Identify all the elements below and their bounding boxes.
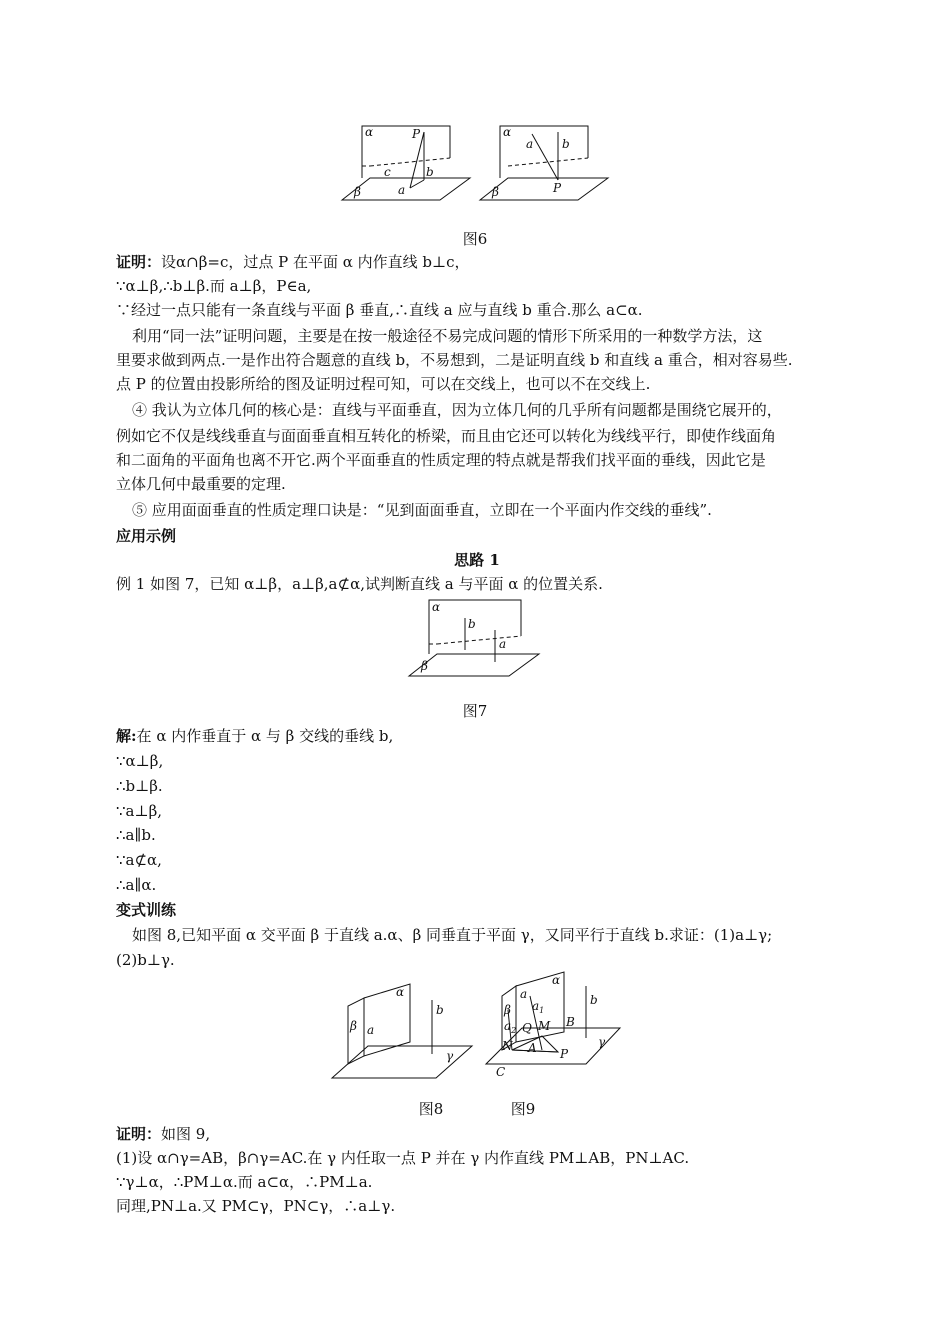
label-b: b (436, 1003, 444, 1017)
solution-step: ∴a∥b. (116, 826, 156, 844)
para4-2: 例如它不仅是线线垂直与面面垂直相互转化的桥梁，而且由它还可以转化为线线平行，即使作线面角 (116, 427, 777, 445)
solution-step: ∴a∥α. (116, 876, 157, 894)
para-same-2: 里要求做到两点.一是作出符合题意的直线 b，不易想到，二是证明直线 b 和直线 a 重合，相对容易些. (116, 351, 793, 369)
proof2-line3: ∵γ⊥α，∴PM⊥α.而 a⊂α，∴PM⊥a. (116, 1173, 373, 1191)
line-a (532, 134, 558, 180)
line-c (370, 158, 450, 166)
label-beta: β (492, 185, 499, 199)
label-C: C (496, 1065, 506, 1079)
label-b: b (562, 137, 570, 151)
plane-beta (409, 654, 539, 676)
figure-9 (482, 966, 624, 1082)
proof1-line2: ∵α⊥β,∴b⊥β.而 a⊥β，P∈a, (116, 277, 312, 295)
proof-text: 如图 9, (161, 1125, 211, 1143)
example-1: 例 1 如图 7，已知 α⊥β，a⊥β,a⊄α,试判断直线 a 与平面 α 的位置关系. (116, 575, 603, 593)
label-a: a (367, 1023, 375, 1037)
para4-4: 立体几何中最重要的定理. (116, 475, 286, 493)
proof2-line1 (116, 1122, 838, 1146)
label-a: a (520, 987, 528, 1001)
label-a: a (398, 183, 406, 197)
proof1-line1 (116, 250, 838, 274)
solution-step: ∵a⊄α, (116, 851, 162, 869)
plane-beta (480, 178, 608, 200)
figure-9-caption: 图9 (510, 1100, 536, 1118)
label-a1: $a_1$ (532, 999, 545, 1015)
plane-beta (342, 178, 470, 200)
label-b: b (468, 617, 476, 631)
variant-text-2: (2)b⊥γ. (116, 951, 175, 969)
figure-6-caption: 图6 (462, 230, 488, 248)
para-same-3: 点 P 的位置由投影所给的图及证明过程可知，可以在交线上，也可以不在交线上. (116, 375, 651, 393)
label-alpha: α (503, 125, 512, 139)
figure-8 (328, 980, 478, 1082)
section-variant: 变式训练 (116, 901, 177, 919)
label-c: c (384, 165, 391, 179)
solution-line1 (116, 724, 838, 748)
section-examples: 应用示例 (116, 527, 177, 545)
proof2-line2: (1)设 α∩γ=AB，β∩γ=AC.在 γ 内任取一点 P 并在 γ 内作直线 PM⊥AB，PN⊥AC. (116, 1149, 690, 1167)
label-P: P (560, 1047, 569, 1061)
solution-step: ∵a⊥β, (116, 802, 163, 820)
para-same-1: 利用“同一法”证明问题，主要是在按一般途径不易完成问题的情形下所采用的一种数学方法，这 (132, 327, 763, 345)
label-beta: β (421, 659, 428, 673)
label-gamma: γ (446, 1049, 454, 1063)
solution-label: 解: (116, 727, 137, 745)
solution-step: ∵α⊥β, (116, 752, 164, 770)
label-B: B (566, 1015, 575, 1029)
variant-text-1: 如图 8,已知平面 α 交平面 β 于直线 a.α、β 同垂直于平面 γ，又同平行于直线 b.求证：(1)a⊥γ; (132, 926, 773, 944)
label-b: b (426, 165, 434, 179)
label-gamma: γ (598, 1035, 606, 1049)
figure-7-caption: 图7 (462, 702, 488, 720)
label-a: a (499, 637, 507, 651)
proof-label: 证明： (116, 253, 162, 271)
label-b: b (590, 993, 598, 1007)
label-P: P (412, 127, 421, 141)
figure-7 (405, 596, 545, 680)
label-alpha: α (396, 985, 405, 999)
label-beta: β (354, 185, 361, 199)
label-N: N (502, 1039, 513, 1053)
para4-1: ④ 我认为立体几何的核心是：直线与平面垂直，因为立体几何的几乎所有问题都是围绕它展开的， (132, 401, 782, 419)
figure-6-left (342, 125, 470, 200)
plane-alpha (362, 126, 450, 178)
proof-text: 设α∩β=c，过点 P 在平面 α 内作直线 b⊥c， (161, 253, 470, 271)
label-M: M (538, 1019, 551, 1033)
figure-6 (340, 118, 610, 210)
solution-text: 在 α 内作垂直于 α 与 β 交线的垂线 b, (136, 727, 394, 745)
label-P: P (553, 181, 562, 195)
thought-1: 思路 1 (454, 551, 500, 569)
label-beta: β (504, 1003, 511, 1017)
figure-8-caption: 图8 (418, 1100, 444, 1118)
proof1-line3: ∵经过一点只能有一条直线与平面 β 垂直,∴直线 a 应与直线 b 重合.那么 a⊂α. (116, 301, 643, 319)
label-alpha: α (552, 973, 561, 987)
label-a2: $a_2$ (504, 1019, 517, 1035)
figure-6-right (480, 125, 608, 200)
para5: ⑤ 应用面面垂直的性质定理口诀是：“见到面面垂直，立即在一个平面内作交线的垂线”. (132, 501, 712, 519)
label-beta: β (350, 1019, 357, 1033)
para4-3: 和二面角的平面角也离不开它.两个平面垂直的性质定理的特点就是帮我们找平面的垂线，因此它是 (116, 451, 766, 469)
label-a: a (526, 137, 534, 151)
plane-alpha (500, 126, 588, 178)
proof-label: 证明： (116, 1125, 162, 1143)
proof2-line4: 同理,PN⊥a.又 PM⊂γ，PN⊂γ，∴a⊥γ. (116, 1197, 396, 1215)
label-Q: Q (522, 1021, 532, 1035)
label-A: A (528, 1041, 537, 1055)
label-alpha: α (432, 600, 441, 614)
label-alpha: α (365, 125, 374, 139)
solution-step: ∴b⊥β. (116, 777, 163, 795)
